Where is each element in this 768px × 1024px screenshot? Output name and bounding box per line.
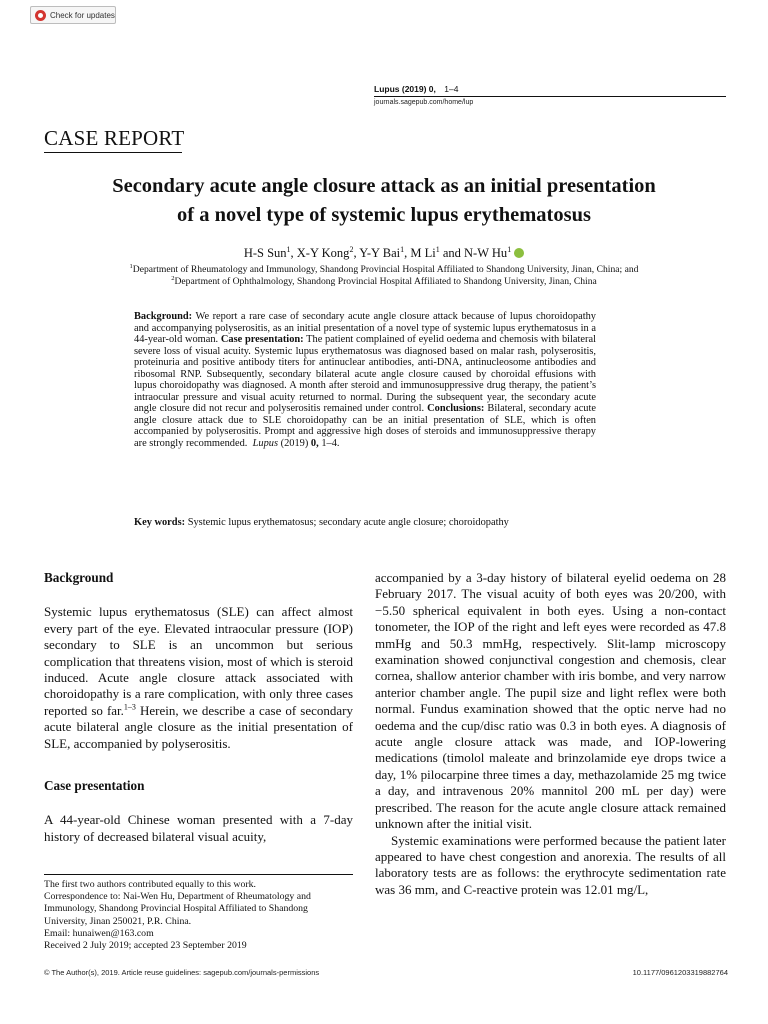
footnote-rule xyxy=(44,874,353,875)
journal-pages: 1–4 xyxy=(444,84,459,94)
footnote-correspondence: Correspondence to: Nai-Wen Hu, Department of Rheumatology and Immunology, Shandong Provincial Hospital Affiliated to Shandong University, Jinan 250021, P.R. China. xyxy=(44,891,311,927)
left-column xyxy=(44,570,353,845)
footnote-dates: Received 2 July 2019; accepted 23 September 2019 xyxy=(44,940,247,952)
author-name: X-Y Kong xyxy=(296,246,350,260)
orcid-icon[interactable] xyxy=(514,248,524,258)
check-for-updates-button[interactable] xyxy=(30,6,116,24)
author-separator: , xyxy=(353,246,360,260)
affiliation-text: Department of Ophthalmology, Shandong Provincial Hospital Affiliated to Shandong University, Jinan, China xyxy=(174,276,597,287)
header-rule xyxy=(374,96,726,97)
article-title xyxy=(40,172,728,230)
systemic-exam-paragraph: Systemic examinations were performed because the patient later appeared to have chest congestion and anorexia. The results of all laboratory tests are as follows: the erythrocyte sedimentation rate was 36 mm, and C-reactive protein was 12.01 mg/L, xyxy=(375,832,726,897)
case-paragraph-cont: accompanied by a 3-day history of bilateral eyelid oedema on 28 February 2017. The visual acuity of both eyes was 20/200, with −5.50 spherical equivalent in both eyes. Using a non-contact tonometer, the IOP of the right and left eyes were recorded as 47.8 mmHg and 50.3 mmHg, respectively. Slit-lamp microscopy examination showed conjunctival congestion and chemosis, clear cornea, shallow anterior chamber with iris bombe, and very narrow anterior chamber angle. The pupil size and light reflex were both normal. Fundus examination showed that the optic nerve had no oedema and the cup/disc ratio was 0.3 in both eyes. A diagnosis of acute angle closure attack was made, and IOP-lowering medications (timolol maleate and brinzolamide eye drops twice a day, 1% pilocarpine three times a day, methazolamide 25 mg twice a day, and intravenous 20% mannitol 200 mL per day) were prescribed. The reason for the acute angle closure attack remained unknown after the initial visit. xyxy=(375,570,726,832)
author-affiliation-number: 1 xyxy=(435,244,440,254)
affiliation-text: Department of Rheumatology and Immunology, Shandong Provincial Hospital Affiliated to Shandong University, Jinan, China; and xyxy=(132,264,639,275)
affiliation-2 xyxy=(40,276,728,288)
reference-citation[interactable]: 1–3 xyxy=(123,702,136,712)
author-separator: and xyxy=(439,246,465,260)
abstract-conclusions-text: Bilateral, secondary acute angle closure attack due to SLE choroidopathy can be an initial presentation of SLE, which is often accompanied by polyserositis. Prompt and aggressive high doses of steroids and immunosuppressive therapy are strongly recommended. xyxy=(134,403,596,449)
paragraph-text: Herein, we describe a case of secondary acute bilateral angle closure as the initial presentation of SLE, accompanied by polyserositis. xyxy=(44,702,353,751)
article-type: CASE REPORT xyxy=(44,126,185,150)
author-affiliation-number: 1 xyxy=(400,244,405,254)
right-column xyxy=(375,570,726,898)
affiliation-1 xyxy=(40,264,728,276)
keywords xyxy=(134,517,634,528)
citation-volume: 0, xyxy=(310,437,319,449)
author-name: H-S Sun xyxy=(243,246,287,260)
paragraph-text: Systemic lupus erythematosus (SLE) can affect almost every part of the eye. Elevated intraocular pressure (IOP) secondary to SLE is an uncommon but serious complication that threatens vision, most of which is steroid induced. Acute angle closure attack associated with choroidopathy is a rare complication, with only three cases reported so far. xyxy=(44,604,353,718)
author-name: Y-Y Bai xyxy=(359,246,401,260)
citation-pages: 1–4. xyxy=(318,437,340,449)
abstract-case-label: Case presentation: xyxy=(220,334,304,345)
affiliation-number: 1 xyxy=(129,262,133,270)
footnote-equal-contribution: The first two authors contributed equally to this work. xyxy=(44,879,256,890)
author-affiliation-number: 1 xyxy=(507,244,512,254)
abstract xyxy=(134,311,596,449)
author-name: M Li xyxy=(410,246,436,260)
journal-url[interactable]: journals.sagepub.com/home/lup xyxy=(374,99,474,106)
affiliation-number: 2 xyxy=(171,274,175,282)
section-heading-case-presentation: Case presentation xyxy=(44,778,145,794)
crossmark-icon xyxy=(35,10,46,21)
author-list xyxy=(0,246,768,261)
citation-year: (2019) xyxy=(278,437,311,449)
author-name: N-W Hu xyxy=(464,246,508,260)
title-line-1: Secondary acute angle closure attack as an initial presentation xyxy=(112,175,656,197)
author-separator: , xyxy=(404,246,411,260)
article-type-rule xyxy=(44,152,182,153)
citation-journal: Lupus xyxy=(252,437,279,449)
journal-header xyxy=(374,84,458,94)
check-for-updates-label: Check for updates xyxy=(50,10,115,20)
background-paragraph xyxy=(44,604,353,752)
title-line-2: of a novel type of systemic lupus erythematosus xyxy=(177,204,591,226)
author-separator: , xyxy=(290,246,297,260)
keywords-label: Key words: xyxy=(134,517,186,528)
footnotes xyxy=(44,879,353,952)
copyright-notice: © The Author(s), 2019. Article reuse guidelines: sagepub.com/journals-permissions xyxy=(44,968,320,977)
doi[interactable]: 10.1177/0961203319882764 xyxy=(632,968,728,977)
abstract-conclusions-label: Conclusions: xyxy=(427,403,485,414)
case-paragraph: A 44-year-old Chinese woman presented with a 7-day history of decreased bilateral visual acuity, xyxy=(44,812,353,844)
author-affiliation-number: 2 xyxy=(349,244,354,254)
journal-name: Lupus (2019) 0, xyxy=(374,84,436,94)
abstract-background-text: We report a rare case of secondary acute angle closure attack because of lupus choroidopathy and accompanying polyserositis, as an initial presentation of a novel type of systemic lupus erythematosus in a 44-year-old woman. xyxy=(134,311,596,345)
footnote-email[interactable]: Email: hunaiwen@163.com xyxy=(44,927,154,939)
abstract-background-label: Background: xyxy=(134,311,193,322)
author-affiliation-number: 1 xyxy=(286,244,291,254)
abstract-case-text: The patient complained of eyelid oedema and chemosis with bilateral severe loss of visual acuity. Systemic lupus erythematosus was diagnosed based on malar rash, polyserositis, proteinuria and positive antibody titers for antinuclear antibodies, anti-DNA, antinucleosome antibodies and ribosomal RNP. Subsequently, secondary bilateral acute angle closure caused by choroidal effusions with lupus choroidopathy was diagnosed. A month after steroid and immunosuppressive drug therapy, the patient’s intraocular pressure and visual acuity returned to normal. During the subsequent year, the secondary acute angle closure did not recur and polyserositis remained under control. xyxy=(134,334,596,414)
section-heading-background: Background xyxy=(44,570,114,585)
keywords-text: Systemic lupus erythematosus; secondary acute angle closure; choroidopathy xyxy=(185,517,509,528)
